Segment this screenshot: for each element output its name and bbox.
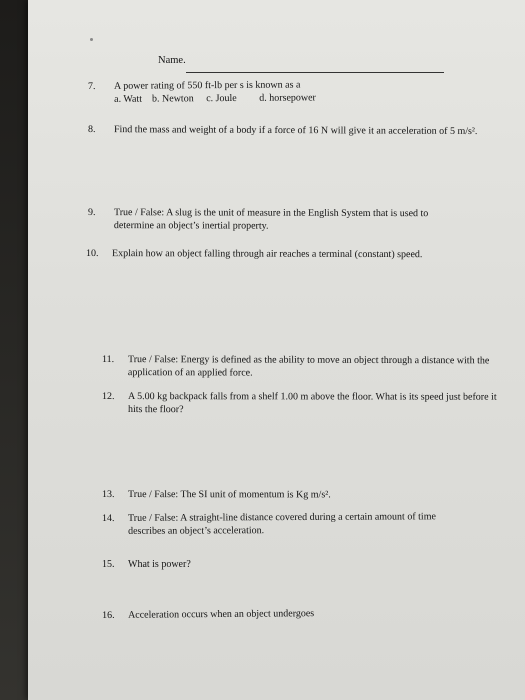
question-text: Find the mass and weight of a body if a force of 16 N will give it an acceleration of 5 m/s². [113,124,478,138]
question-number: 11. [101,354,115,366]
question-number: 7. [88,80,96,92]
question-8 [88,124,478,139]
question-text: What is power? [128,559,191,570]
worksheet-page [28,0,525,700]
question-text-line-2: describes an object’s acceleration. [128,524,265,537]
question-number: 12. [101,391,115,403]
question-number: 8. [87,124,96,136]
question-number: 15. [102,559,115,570]
question-text-line-2: hits the floor? [127,403,184,415]
question-text-line-1: True / False: A straight-line distance covered during a certain amount of time [127,511,436,524]
question-number: 13. [101,489,115,501]
paper-speck [90,38,93,41]
question-text-line-1: A 5.00 kg backpack falls from a shelf 1.00 m above the floor. What is its speed just before it [127,391,497,403]
name-label-period: . [183,55,186,66]
question-16 [102,608,314,622]
question-number: 16. [102,609,115,621]
question-text-line-2: determine an object’s inertial property. [113,219,269,232]
answer-choices: a. Watt b. Newton c. Joule d. horsepower [114,91,316,105]
question-number: 14. [102,512,115,524]
question-13 [102,489,331,502]
name-label [158,55,186,66]
question-text: True / False: The SI unit of momentum is Kg m/s². [127,489,331,501]
question-11 [102,354,489,380]
question-9 [88,207,428,233]
question-number: 9. [87,207,96,219]
question-10 [86,248,422,262]
question-14 [102,511,436,538]
question-text: A power rating of 550 ft-lb per s is known as a [113,79,301,92]
name-label-text: Name [158,55,184,66]
question-text: Acceleration occurs when an object undergoes [127,608,315,621]
name-blank-line [186,72,444,73]
question-text-line-2: application of an applied force. [127,366,253,379]
question-text-line-1: True / False: Energy is defined as the ability to move an object through a distance with the [127,354,490,367]
question-15 [102,559,191,572]
question-12 [102,391,497,417]
question-7 [88,79,316,106]
question-text-line-1: True / False: A slug is the unit of measure in the English System that is used to [113,207,429,220]
question-text: Explain how an object falling through air reaches a terminal (constant) speed. [111,248,423,261]
question-number: 10. [85,248,99,260]
